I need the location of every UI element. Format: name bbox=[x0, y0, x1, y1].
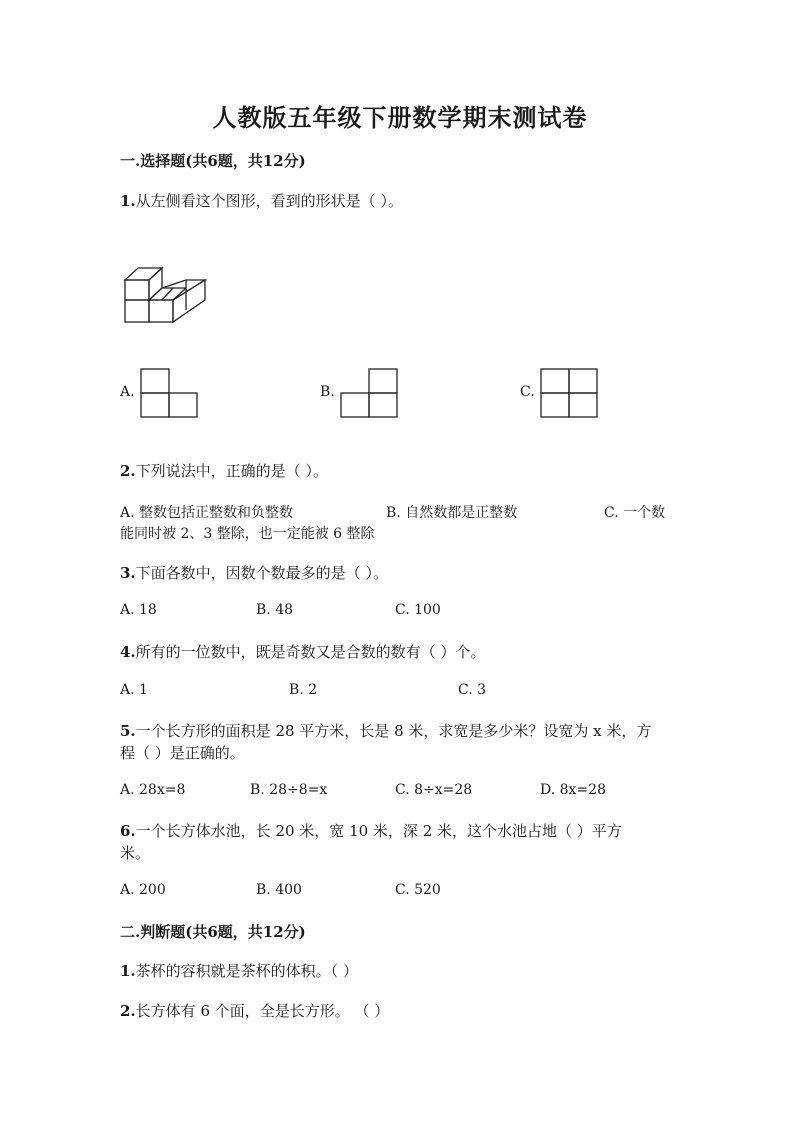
option-a: A. 200 bbox=[120, 882, 166, 898]
question-5-continued: 程（ ）是正确的。 bbox=[120, 744, 245, 762]
option-a: A. 28x=8 bbox=[120, 782, 186, 798]
judgement-question-2 bbox=[120, 1000, 389, 1021]
option-a: A. 18 bbox=[120, 602, 157, 618]
question-text: 茶杯的容积就是茶杯的体积。（ ） bbox=[135, 962, 358, 980]
question-number: 1. bbox=[120, 192, 136, 210]
question-number: 5. bbox=[120, 722, 136, 740]
option-c-continued: 能同时被 2、3 整除，也一定能被 6 整除 bbox=[120, 526, 375, 542]
question-6 bbox=[120, 820, 622, 841]
question-number: 4. bbox=[120, 643, 136, 661]
question-number: 2. bbox=[120, 462, 136, 480]
option-a-shape bbox=[140, 368, 198, 418]
question-number: 6. bbox=[120, 822, 136, 840]
question-text: 一个长方形的面积是 28 平方米，长是 8 米，求宽是多少米？设宽为 x 米，方 bbox=[135, 722, 652, 740]
option-b: B. 自然数都是正整数 bbox=[386, 505, 518, 521]
option-c: C. 520 bbox=[395, 882, 441, 898]
option-c-label: C. bbox=[520, 384, 535, 400]
question-text: 所有的一位数中，既是奇数又是合数的数有（ ）个。 bbox=[135, 643, 486, 661]
question-3 bbox=[120, 562, 388, 583]
question-text: 从左侧看这个图形，看到的形状是（ ）。 bbox=[135, 192, 403, 210]
option-b-shape bbox=[340, 368, 398, 418]
question-2 bbox=[120, 460, 328, 481]
question-number: 2. bbox=[120, 1002, 136, 1020]
section-heading-judgement: 二.判断题(共6题，共12分) bbox=[120, 923, 306, 941]
cube-stack-figure bbox=[120, 262, 210, 326]
option-c: C. 一个数 bbox=[604, 505, 666, 521]
question-6-continued: 米。 bbox=[120, 844, 151, 862]
page-title: 人教版五年级下册数学期末测试卷 bbox=[212, 103, 588, 132]
option-a: A. 1 bbox=[120, 682, 148, 698]
question-number: 3. bbox=[120, 564, 136, 582]
option-b: B. 400 bbox=[256, 882, 302, 898]
option-b: B. 48 bbox=[256, 602, 294, 618]
option-d: D. 8x=28 bbox=[540, 782, 606, 798]
section-heading-choice: 一.选择题(共6题，共12分) bbox=[120, 152, 306, 170]
option-c: C. 100 bbox=[395, 602, 441, 618]
question-text: 长方体有 6 个面，全是长方形。 （ ） bbox=[135, 1002, 390, 1020]
question-text: 下面各数中，因数个数最多的是（ ）。 bbox=[135, 564, 388, 582]
option-a: A. 整数包括正整数和负整数 bbox=[120, 505, 294, 521]
option-a-label: A. bbox=[120, 384, 135, 400]
question-number: 1. bbox=[120, 962, 136, 980]
option-c: C. 3 bbox=[458, 682, 487, 698]
option-b: B. 28÷8=x bbox=[250, 782, 328, 798]
option-c: C. 8÷x=28 bbox=[395, 782, 473, 798]
option-b-label: B. bbox=[320, 384, 335, 400]
question-1 bbox=[120, 190, 403, 211]
judgement-question-1 bbox=[120, 960, 358, 981]
question-text: 一个长方体水池，长 20 米，宽 10 米，深 2 米，这个水池占地（ ）平方 bbox=[135, 822, 622, 840]
option-b: B. 2 bbox=[289, 682, 318, 698]
question-4 bbox=[120, 641, 485, 662]
option-c-shape bbox=[540, 368, 598, 418]
question-text: 下列说法中，正确的是（ ）。 bbox=[135, 462, 328, 480]
question-5 bbox=[120, 720, 651, 741]
